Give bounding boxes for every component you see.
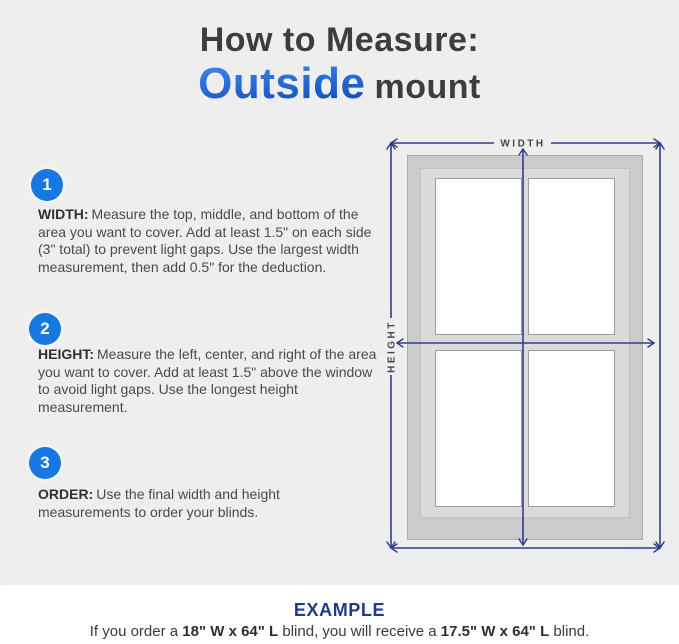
step-1-label: WIDTH: [38,206,89,222]
title-line2 [0,60,679,118]
title-highlight: Outside [198,59,366,108]
example-post: blind. [549,623,590,640]
step-2-text [38,346,382,416]
example-sentence [0,623,679,640]
step-2-label: HEIGHT: [38,346,94,362]
example-footer [0,585,679,644]
title-line1: How to Measure: [199,21,480,59]
example-heading: EXAMPLE [293,600,386,620]
step-1-text [38,206,376,276]
step-3-text [38,486,368,521]
height-label: HEIGHT [386,320,398,373]
width-label: WIDTH [500,138,546,150]
step-1-badge: 1 [31,169,63,201]
step-2-body: Measure the left, center, and right of the area you want to cover. Add at least 1.5" above the window to avoid light gaps. Use the longest height measurement. [38,346,377,415]
step-3-badge: 3 [29,447,61,479]
window-diagram [373,128,677,566]
step-2-badge: 2 [29,313,61,345]
step-1-body: Measure the top, middle, and bottom of the area you want to cover. Add at least 1.5" on each side (3" total) to prevent light gaps. Use the largest width measurement, then add 0.5" for the deduction. [38,206,372,275]
example-received-size: 17.5" W x 64" L [440,623,550,640]
example-mid: blind, you will receive a [278,623,441,640]
step-3-label: ORDER: [38,486,94,502]
page-title [0,21,679,118]
title-suffix: mount [374,68,481,106]
dimension-arrows [373,128,677,566]
step-3-body: Use the final width and height measurements to order your blinds. [38,486,280,520]
example-ordered-size: 18" W x 64" L [182,623,279,640]
example-pre: If you order a [89,623,183,640]
